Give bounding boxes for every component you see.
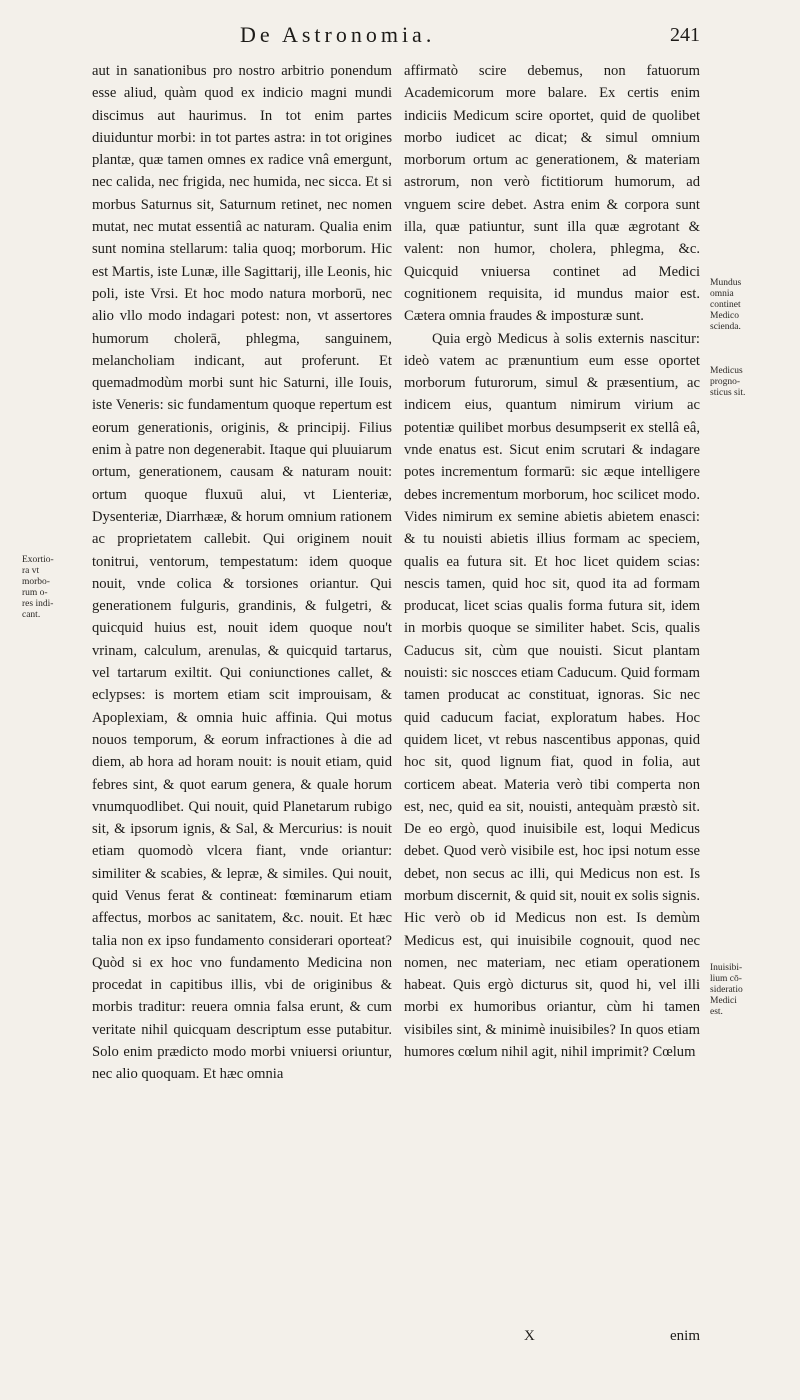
margin-note-right-1: Mundus omnia continet Medico scienda. [710,278,742,332]
margin-note-right-3: Inuisibi- lium cō- sideratio Medici est. [710,963,743,1017]
page-number: 241 [670,24,700,46]
running-head: De Astronomia. [240,22,436,47]
left-column-text: aut in sanationibus pro nostro arbitrio ponendum esse aliud, quàm quod ex indicio magni mundi discimus aut haurimus. In tot enim partes diuiduntur morbi: in tot partes astra: in tot origines plantæ, quæ tamen omnes ex radice vnâ emergunt, nec calida, nec frigida, nec humida, nec sicca. Et si morbus Saturnus sit, Saturnum retinet, nec nomen mutat, nec mutat essentiâ ac naturam. Qualia enim sunt nomina stellarum: talia quoq; morborum. Hic est Martis, iste Lunæ, ille Sagittarij, ille Leonis, hic poli, iste Vrsi. Et hoc modo natura morborū, nec alio vllo modo indagari potest: non, vt assertores humorum cholerā, phlegma, sanguinem, melancholiam indicant, aut proferunt. Et quemadmodùm morbi sunt hic Saturni, ille Iouis, iste Veneris: sic fundamentum quoque repertum est eorum generationis, originis, & principij. Filius enim à patre non degenerabit. Itaque qui pluuiarum ortum, generationem, causam & naturam nouit: ortum quoque fluxuū alui, vt Lienteriæ, Dysenteriæ, Diarrhææ, & horum omnium rationem ac proprietatem callebit. Qui originem nouit tonitrui, ventorum, tempestatum: idem quoque nouit, vnde colica & torsiones oriantur. Qui generationem fulguris, grandinis, & fulgetri, & quicquid huius est, nouit idem quoque nou't vrinam, calculum, arenulas, & quicquid tartarus, vel tartarum exiltit. Qui coniunctiones callet, & eclypses: is mortem etiam scit improuisam, & Apoplexiam, & omnia huic affinia. Qui motus nouos temporum, & eorum infractiones à die ad diem, ab hora ad horam nouit: is nouit etiam, quid febres sint, & quot earum genera, & quale horum vnumquodlibet. Qui nouit, quid Planetarum rubigo sit, & ipsorum ignis, & Sal, & Mercurius: is nouit etiam quomodò vlcera fiant, vnde oriantur: similiter & scabies, & lepræ, & similes. Qui nouit, quid Venus ferat & contineat: fœminarum etiam affectus, morbos ac sanitatem, &c. nouit. Et hæc talia non ex ipso fundamento considerari oporteat? Quòd si ex hoc vno fundamento Medicina non procedat in capitibus illis, vbi de originibus & morbis traditur: reuera omnia falsa erunt, & cum veritate nihil quicquam descriptum esse putabitur. Solo enim prædicto modo morbi vniuersi oriuntur, nec alio quoquam. Et hæc omnia [92,63,392,1083]
signature-mark: X [524,1328,535,1344]
margin-note-left: Exortio- ra vt morbo- rum o- res indi- cant. [22,555,54,620]
right-column-paragraph: Quia ergò Medicus à solis externis nascitur: ideò vatem ac prænuntium eum esse oportet morborum futurorum, simul & præsentium, ac indicem eius, quantum nimirum virium ac potentiæ quilibet morbus desumpserit ex stellâ eâ, vnde enatus est. Sicut enim scrutari & indagare potes incrementum formarū: sic æque intelligere debes incrementum morborum, hoc scilicet modo. Vides nimirum ex semine abietis abietem enasci: & tu nouisti abietis illius formam ac speciem, qualis ea futura sit. Et hoc licet quidem scias: nescis tamen, quid hoc sit, quod ita ad formam producat, licet scias qualis forma futura sit, idem in morbis quoque se similiter habet. Scis, qualis Caducus sit, cùm que nouisti. Sicut plantam nouisti: sic noscces etiam Caducum. Quid formam tamen producat ac constituat, ignoras. Sic nec quid caducum faciat, exploratum habes. Hoc quidem licet, vt rebus nascentibus apponas, quid hoc sit, quod lignum fiat, quod in folia, aut corticem abeat. Materia verò tibi comperta non est, nec, quid ea sit, nouisti, antequàm præstò sit. De eo ergò, quod inuisibile est, loqui Medicus debet. Quod verò visibile est, hoc ipsi notum esse debet, non secus ac illi, qui Medicus non est. Is morbum discernit, & quid sit, nouit ex solis signis. Hic verò ob id Medicus non est. Is demùm Medicus est, qui inuisibile cognouit, quod nec nomen, nec materiam, nec etiam operationem habeat. Quis ergò dicturus sit, quod hi, vel illi morbi ex humoribus oriantur, cùm hi tamen visibiles sint, & minimè inuisibiles? In quos etiam humores cœlum nihil agit, nihil imprimit? Cœlum [404,330,700,1061]
page-footer [404,1328,700,1350]
right-column [404,60,700,1063]
left-column [92,60,392,1086]
margin-note-right-2: Medicus progno- sticus sit. [710,366,746,398]
catchword: enim [670,1328,700,1344]
right-column-paragraph: affirmatò scire debemus, non fatuorum Academicorum more balare. Ex certis enim indiciis Medicum scire oportet, quid de quolibet morbo iudicet ac dicat; & simul omnium morborum ortum ac generationem, & materiam astrorum, non verò fictitiorum humorum, ad vnguem scire debet. Astra enim & corpora sunt illa, quæ patiuntur, sunt illa quæ ægrotant & valent: non humor, cholera, phlegma, &c. Quicquid vniuersa continet ad Medici cognitionem requisita, id mundus maior est. Cætera omnia fraudes & imposturæ sunt. [404,63,700,325]
page-header [180,22,700,58]
